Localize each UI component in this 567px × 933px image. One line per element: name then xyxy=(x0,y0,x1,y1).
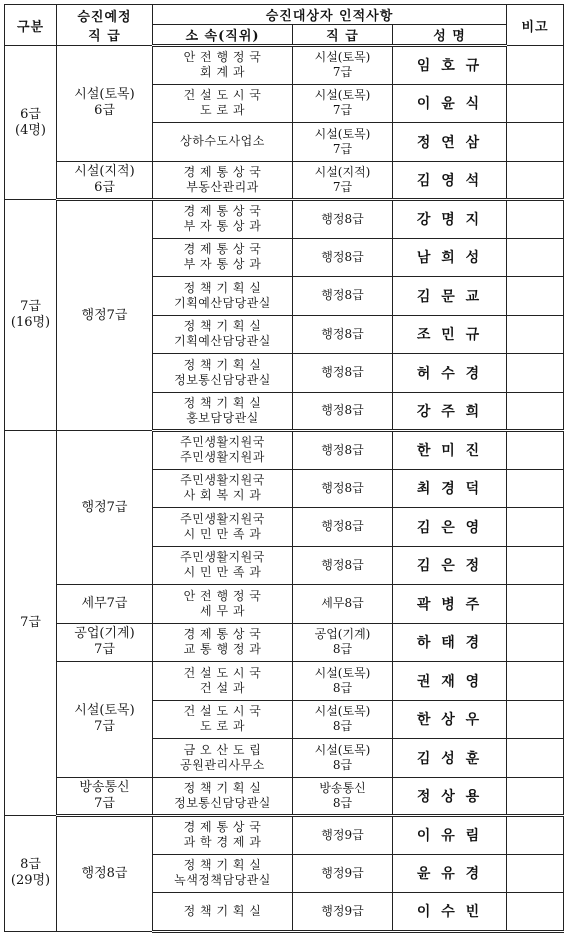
grade-cell-line: 행정8급 xyxy=(321,519,364,534)
grade-cell-line: 8급 xyxy=(332,795,353,810)
dept-cell-line: 경 제 통 상 국 xyxy=(183,204,262,219)
grade-cell-line: 시설(지적) xyxy=(314,164,371,179)
remarks-cell xyxy=(507,893,564,932)
grade-cell xyxy=(293,469,393,508)
dept-cell-line: 주민생활지원과 xyxy=(180,450,265,465)
dept-cell-line: 시 민 만 족 과 xyxy=(183,565,262,580)
category-cell-line: (4명) xyxy=(15,122,46,138)
dept-cell xyxy=(153,585,293,624)
remarks-cell xyxy=(507,816,564,855)
promotion-table xyxy=(4,4,564,933)
dept-cell-line: 안 전 행 정 국 xyxy=(183,588,262,603)
remarks-cell xyxy=(507,700,564,739)
dept-cell-line: 경 제 통 상 국 xyxy=(183,242,262,257)
dept-cell-line: 부 자 통 상 과 xyxy=(183,219,262,234)
grade-cell xyxy=(293,739,393,778)
name-cell: 임 호 규 xyxy=(393,46,507,85)
table-row xyxy=(5,777,564,816)
grade-cell xyxy=(293,315,393,354)
remarks-cell xyxy=(507,431,564,470)
grade-cell-line: 세무8급 xyxy=(321,596,364,611)
rank-cell xyxy=(57,585,153,624)
dept-cell xyxy=(153,354,293,393)
grade-cell-line: 행정8급 xyxy=(321,249,364,264)
grade-cell xyxy=(293,546,393,585)
grade-cell-line: 행정8급 xyxy=(321,480,364,495)
remarks-cell xyxy=(507,662,564,701)
dept-cell xyxy=(153,893,293,932)
rank-cell-line: 방송통신 xyxy=(79,779,130,795)
grade-cell xyxy=(293,431,393,470)
rank-cell-line: 행정7급 xyxy=(81,499,128,515)
grade-cell xyxy=(293,161,393,200)
grade-cell-line: 8급 xyxy=(332,757,353,772)
dept-cell-line: 사 회 복 지 과 xyxy=(183,488,262,503)
dept-cell-line: 부 자 통 상 과 xyxy=(183,257,262,272)
grade-cell-line: 행정8급 xyxy=(321,442,364,457)
dept-cell-line: 정 책 기 획 실 xyxy=(183,280,262,295)
name-cell: 한 미 진 xyxy=(393,431,507,470)
dept-cell-line: 기획예산담당관실 xyxy=(174,295,271,310)
dept-cell-line: 홍보담당관실 xyxy=(186,410,259,425)
dept-cell xyxy=(153,623,293,662)
header-candidates: 승진대상자 인적사항 xyxy=(153,5,507,25)
dept-cell-line: 정 책 기 획 실 xyxy=(183,780,262,795)
name-cell: 최 경 덕 xyxy=(393,469,507,508)
dept-cell-line: 경 제 통 상 국 xyxy=(183,164,262,179)
remarks-cell xyxy=(507,854,564,893)
remarks-cell xyxy=(507,546,564,585)
table-row xyxy=(5,623,564,662)
rank-cell xyxy=(57,46,153,162)
dept-cell-line: 건 설 도 시 국 xyxy=(183,704,262,719)
remarks-cell xyxy=(507,739,564,778)
remarks-cell xyxy=(507,277,564,316)
grade-cell xyxy=(293,84,393,123)
rank-cell xyxy=(57,662,153,778)
name-cell: 윤 유 경 xyxy=(393,854,507,893)
dept-cell-line: 녹색정책담당관실 xyxy=(174,873,271,888)
table-row xyxy=(5,200,564,239)
grade-cell xyxy=(293,123,393,162)
grade-cell-line: 행정8급 xyxy=(321,211,364,226)
name-cell: 조 민 규 xyxy=(393,315,507,354)
name-cell: 이 윤 식 xyxy=(393,84,507,123)
grade-cell-line: 방송통신 xyxy=(319,780,366,795)
remarks-cell xyxy=(507,354,564,393)
name-cell: 김 은 영 xyxy=(393,508,507,547)
grade-cell-line: 시설(토목) xyxy=(314,50,371,65)
name-cell: 정 연 삼 xyxy=(393,123,507,162)
rank-cell xyxy=(57,161,153,200)
dept-cell xyxy=(153,816,293,855)
dept-cell-line: 기획예산담당관실 xyxy=(174,334,271,349)
category-cell xyxy=(5,816,57,932)
name-cell: 하 태 경 xyxy=(393,623,507,662)
dept-cell xyxy=(153,546,293,585)
grade-cell-line: 8급 xyxy=(332,719,353,734)
rank-cell-line: 6급 xyxy=(94,103,115,119)
name-cell: 곽 병 주 xyxy=(393,585,507,624)
dept-cell-line: 정 책 기 획 실 xyxy=(183,858,262,873)
grade-cell xyxy=(293,893,393,932)
dept-cell xyxy=(153,161,293,200)
dept-cell-line: 건 설 도 시 국 xyxy=(183,665,262,680)
name-cell: 강 주 희 xyxy=(393,392,507,431)
grade-cell xyxy=(293,508,393,547)
grade-cell-line: 시설(토목) xyxy=(314,126,371,141)
header-dept: 소 속(직위) xyxy=(153,25,293,46)
table-row xyxy=(5,585,564,624)
grade-cell xyxy=(293,200,393,239)
dept-cell-line: 정보통신담당관실 xyxy=(174,372,271,387)
rank-cell xyxy=(57,200,153,431)
remarks-cell xyxy=(507,84,564,123)
dept-cell xyxy=(153,84,293,123)
dept-cell-line: 주민생활지원국 xyxy=(180,550,265,565)
dept-cell-line: 주민생활지원국 xyxy=(180,435,265,450)
rank-cell-line: 시설(지적) xyxy=(74,163,135,179)
grade-cell xyxy=(293,816,393,855)
grade-cell xyxy=(293,623,393,662)
header-rank xyxy=(57,5,153,46)
grade-cell-line: 시설(토목) xyxy=(314,665,371,680)
category-cell xyxy=(5,200,57,431)
header-remarks: 비고 xyxy=(507,5,564,46)
dept-cell xyxy=(153,123,293,162)
grade-cell-line: 7급 xyxy=(332,179,353,194)
grade-cell-line: 행정9급 xyxy=(321,827,364,842)
dept-cell xyxy=(153,469,293,508)
remarks-cell xyxy=(507,777,564,816)
dept-cell-line: 건 설 과 xyxy=(200,680,245,695)
name-cell: 남 희 성 xyxy=(393,238,507,277)
header-rank-line1: 승진예정 xyxy=(77,10,132,25)
category-cell-line: 6급 xyxy=(20,106,41,122)
dept-cell-line: 안 전 행 정 국 xyxy=(183,50,262,65)
dept-cell-line: 회 계 과 xyxy=(200,65,245,80)
header-name: 성 명 xyxy=(393,25,507,46)
table-body xyxy=(5,46,564,932)
dept-cell xyxy=(153,700,293,739)
grade-cell-line: 7급 xyxy=(332,103,353,118)
rank-cell-line: 7급 xyxy=(94,642,115,658)
grade-cell xyxy=(293,46,393,85)
remarks-cell xyxy=(507,238,564,277)
name-cell: 김 영 석 xyxy=(393,161,507,200)
dept-cell-line: 금 오 산 도 립 xyxy=(183,742,262,757)
table-row xyxy=(5,161,564,200)
dept-cell xyxy=(153,431,293,470)
grade-cell xyxy=(293,662,393,701)
dept-cell-line: 경 제 통 상 국 xyxy=(183,820,262,835)
grade-cell-line: 행정9급 xyxy=(321,903,364,918)
grade-cell-line: 행정8급 xyxy=(321,326,364,341)
category-cell-line: (16명) xyxy=(10,315,51,330)
grade-cell-line: 행정8급 xyxy=(321,557,364,572)
rank-cell-line: 세무7급 xyxy=(81,595,128,611)
dept-cell xyxy=(153,200,293,239)
grade-cell-line: 행정9급 xyxy=(321,865,364,880)
name-cell: 김 성 훈 xyxy=(393,739,507,778)
rank-cell-line: 행정8급 xyxy=(81,865,128,881)
name-cell: 한 상 우 xyxy=(393,700,507,739)
dept-cell-line: 정보통신담당관실 xyxy=(174,795,271,810)
rank-cell-line: 6급 xyxy=(94,179,115,195)
dept-cell-line: 도 로 과 xyxy=(200,719,245,734)
grade-cell xyxy=(293,238,393,277)
rank-cell-line: 공업(기계) xyxy=(74,626,135,642)
dept-cell-line: 부동산관리과 xyxy=(186,179,259,194)
name-cell: 정 상 용 xyxy=(393,777,507,816)
rank-cell xyxy=(57,431,153,585)
dept-cell-line: 세 무 과 xyxy=(200,603,245,618)
dept-cell xyxy=(153,662,293,701)
name-cell: 김 은 정 xyxy=(393,546,507,585)
remarks-cell xyxy=(507,585,564,624)
grade-cell-line: 행정8급 xyxy=(321,288,364,303)
remarks-cell xyxy=(507,508,564,547)
grade-cell xyxy=(293,354,393,393)
category-cell-line: 7급 xyxy=(20,299,41,314)
grade-cell-line: 8급 xyxy=(332,642,353,657)
grade-cell-line: 시설(토목) xyxy=(314,742,371,757)
grade-cell-line: 공업(기계) xyxy=(314,627,371,642)
dept-cell-line: 도 로 과 xyxy=(200,103,245,118)
grade-cell xyxy=(293,777,393,816)
table-row xyxy=(5,816,564,855)
rank-cell xyxy=(57,623,153,662)
name-cell: 강 명 지 xyxy=(393,200,507,239)
grade-cell-line: 7급 xyxy=(332,65,353,80)
header-rank-line2: 직 급 xyxy=(88,29,121,44)
table-row xyxy=(5,46,564,85)
remarks-cell xyxy=(507,161,564,200)
category-cell-line: 7급 xyxy=(20,615,41,630)
remarks-cell xyxy=(507,623,564,662)
dept-cell xyxy=(153,508,293,547)
category-cell-line: 8급 xyxy=(20,857,41,873)
name-cell: 이 수 빈 xyxy=(393,893,507,932)
remarks-cell xyxy=(507,315,564,354)
dept-cell-line: 정 책 기 획 실 xyxy=(183,319,262,334)
rank-cell xyxy=(57,777,153,816)
grade-cell xyxy=(293,854,393,893)
name-cell: 허 수 경 xyxy=(393,354,507,393)
table-row xyxy=(5,431,564,470)
dept-cell-line: 상하수도사업소 xyxy=(180,134,265,149)
dept-cell-line: 시 민 만 족 과 xyxy=(183,526,262,541)
dept-cell-line: 공원관리사무소 xyxy=(180,757,265,772)
rank-cell-line: 시설(토목) xyxy=(74,703,135,719)
grade-cell xyxy=(293,585,393,624)
category-cell-line: (29명) xyxy=(10,873,51,889)
rank-cell-line: 시설(토목) xyxy=(74,87,135,103)
category-cell xyxy=(5,431,57,816)
remarks-cell xyxy=(507,469,564,508)
dept-cell-line: 건 설 도 시 국 xyxy=(183,88,262,103)
name-cell: 이 유 림 xyxy=(393,816,507,855)
grade-cell-line: 7급 xyxy=(332,141,353,156)
dept-cell xyxy=(153,315,293,354)
dept-cell-line: 과 학 경 제 과 xyxy=(183,835,262,850)
dept-cell xyxy=(153,46,293,85)
rank-cell xyxy=(57,816,153,932)
dept-cell-line: 정 책 기 획 실 xyxy=(183,395,262,410)
category-cell xyxy=(5,46,57,200)
dept-cell-line: 주민생활지원국 xyxy=(180,473,265,488)
dept-cell xyxy=(153,238,293,277)
header-grade: 직 급 xyxy=(293,25,393,46)
grade-cell-line: 행정8급 xyxy=(321,403,364,418)
table-row xyxy=(5,662,564,701)
name-cell: 권 재 영 xyxy=(393,662,507,701)
grade-cell-line: 시설(토목) xyxy=(314,88,371,103)
rank-cell-line: 7급 xyxy=(94,719,115,735)
dept-cell-line: 주민생활지원국 xyxy=(180,511,265,526)
dept-cell-line: 정 책 기 획 실 xyxy=(183,903,262,918)
header-category: 구분 xyxy=(5,5,57,46)
remarks-cell xyxy=(507,46,564,85)
grade-cell xyxy=(293,700,393,739)
dept-cell xyxy=(153,777,293,816)
dept-cell xyxy=(153,277,293,316)
remarks-cell xyxy=(507,123,564,162)
rank-cell-line: 행정7급 xyxy=(81,307,128,323)
grade-cell-line: 8급 xyxy=(332,680,353,695)
dept-cell xyxy=(153,739,293,778)
rank-cell-line: 7급 xyxy=(94,795,115,811)
dept-cell xyxy=(153,392,293,431)
name-cell: 김 문 교 xyxy=(393,277,507,316)
dept-cell-line: 교 통 행 정 과 xyxy=(183,642,262,657)
dept-cell-line: 정 책 기 획 실 xyxy=(183,357,262,372)
grade-cell xyxy=(293,277,393,316)
remarks-cell xyxy=(507,392,564,431)
dept-cell xyxy=(153,854,293,893)
dept-cell-line: 경 제 통 상 국 xyxy=(183,627,262,642)
grade-cell-line: 시설(토목) xyxy=(314,704,371,719)
remarks-cell xyxy=(507,200,564,239)
grade-cell-line: 행정8급 xyxy=(321,365,364,380)
grade-cell xyxy=(293,392,393,431)
